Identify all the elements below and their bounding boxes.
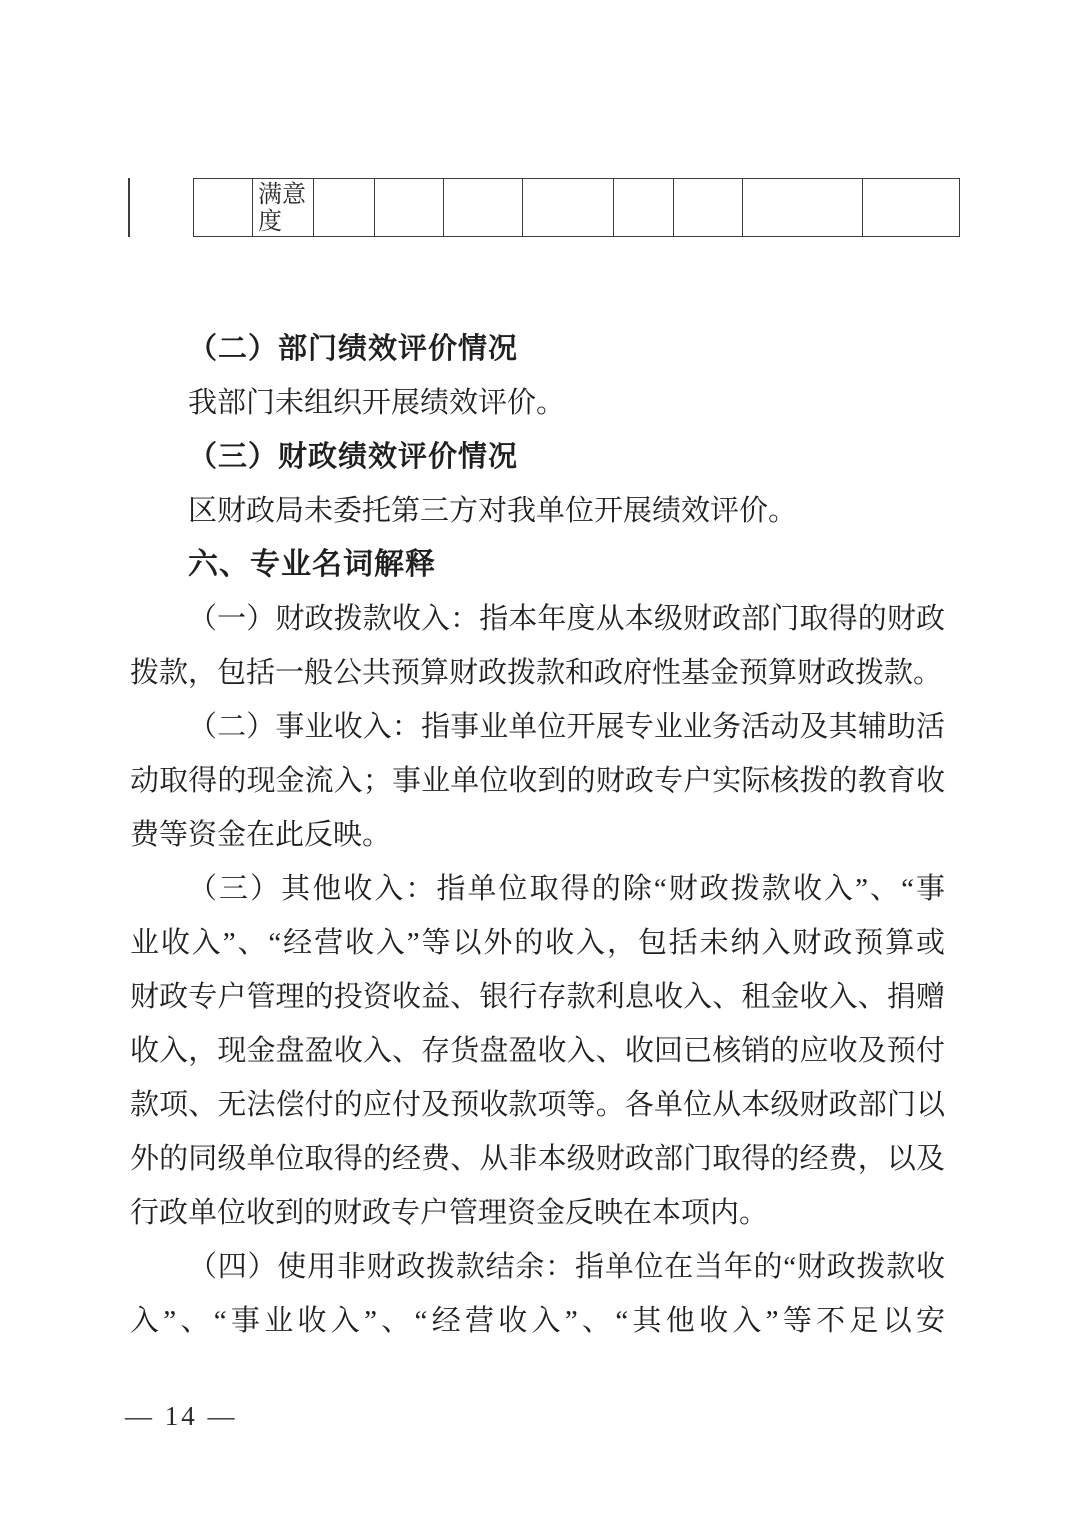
text-line: （二）部门绩效评价情况	[188, 333, 519, 365]
paragraph	[130, 484, 945, 538]
page-number: — 14 —	[125, 1401, 238, 1431]
satisfaction-table	[193, 178, 960, 237]
paragraph	[130, 1240, 945, 1348]
table-cell	[743, 179, 863, 236]
section-heading	[130, 430, 945, 484]
text-line: 六、专业名词解释	[188, 548, 436, 581]
table-cell	[444, 179, 523, 236]
paragraph	[130, 592, 945, 700]
text-line: 收入，现金盘盈收入、存货盘盈收入、收回已核销的应收及预付	[130, 1035, 945, 1067]
text-line: （三）其他收入：指单位取得的除“财政拨款收入”、“事	[188, 873, 945, 905]
text-line: 入”、“事业收入”、“经营收入”、“其他收入”等不足以安	[130, 1305, 945, 1337]
text-line: 外的同级单位取得的经费、从非本级财政部门取得的经费，以及	[130, 1143, 945, 1175]
text-line: 行政单位收到的财政专户管理资金反映在本项内。	[130, 1197, 769, 1229]
table-cell	[863, 179, 961, 236]
paragraph	[130, 862, 945, 1240]
table-cell	[375, 179, 444, 236]
table-cell	[674, 179, 743, 236]
table-cell	[314, 179, 375, 236]
table-cell	[614, 179, 674, 236]
text-line: 拨款，包括一般公共预算财政拨款和政府性基金预算财政拨款。	[130, 657, 943, 689]
table-cell	[194, 179, 253, 236]
table-left-border	[128, 178, 130, 237]
text-line: 费等资金在此反映。	[130, 819, 392, 851]
text-line: 区财政局未委托第三方对我单位开展绩效评价。	[188, 495, 798, 527]
paragraph	[130, 376, 945, 430]
section-heading	[130, 538, 945, 592]
text-line: 动取得的现金流入；事业单位收到的财政专户实际核拨的教育收	[130, 765, 945, 797]
table-cell	[523, 179, 614, 236]
document-body	[130, 322, 945, 1348]
text-line: 业收入”、“经营收入”等以外的收入，包括未纳入财政预算或	[130, 927, 945, 959]
text-line: 财政专户管理的投资收益、银行存款利息收入、租金收入、捐赠	[130, 981, 945, 1013]
satisfaction-cell: 满意度	[253, 179, 314, 236]
text-line: （一）财政拨款收入：指本年度从本级财政部门取得的财政	[188, 603, 945, 635]
section-heading	[130, 322, 945, 376]
paragraph	[130, 700, 945, 862]
text-line: 款项、无法偿付的应付及预收款项等。各单位从本级财政部门以	[130, 1089, 945, 1121]
text-line: （四）使用非财政拨款结余：指单位在当年的“财政拨款收	[188, 1251, 945, 1283]
text-line: 我部门未组织开展绩效评价。	[188, 387, 566, 419]
text-line: （三）财政绩效评价情况	[188, 441, 519, 473]
text-line: （二）事业收入：指事业单位开展专业业务活动及其辅助活	[188, 711, 945, 743]
